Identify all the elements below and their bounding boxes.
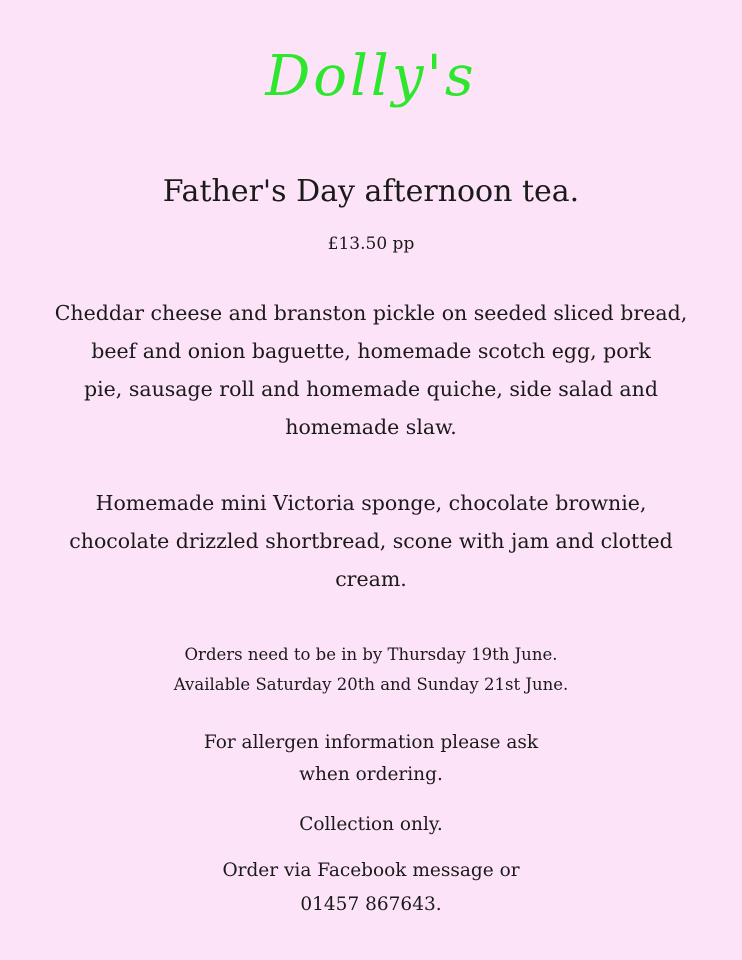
sweet-items [0,484,742,598]
sweet-line: chocolate drizzled shortbread, scone with jam and clotted [69,529,673,553]
savoury-line: pie, sausage roll and homemade quiche, side salad and [84,377,658,401]
order-method: Order via Facebook message or [222,860,520,881]
allergen-line: when ordering. [299,764,443,785]
savoury-line: Cheddar cheese and branston pickle on seeded sliced bread, [54,301,688,325]
savoury-line: beef and onion baguette, homemade scotch egg, pork [91,339,651,363]
allergen-line: For allergen information please ask [203,732,539,753]
phone-number: 01457 867643. [300,894,442,915]
menu-title: Father's Day afternoon tea. [162,174,580,209]
savoury-line: homemade slaw. [285,415,457,439]
savoury-items [0,294,742,446]
menu-price: £13.50 pp [327,234,415,254]
order-dates [0,640,742,700]
sweet-line: cream. [335,567,407,591]
collection-note: Collection only. [299,814,443,835]
allergen-info [0,727,742,791]
order-contact [0,854,742,922]
order-deadline: Orders need to be in by Thursday 19th June. [184,645,558,664]
sweet-line: Homemade mini Victoria sponge, chocolate brownie, [95,491,647,515]
dollys-logo: Dolly's [265,44,477,109]
availability-dates: Available Saturday 20th and Sunday 21st June. [173,675,569,694]
